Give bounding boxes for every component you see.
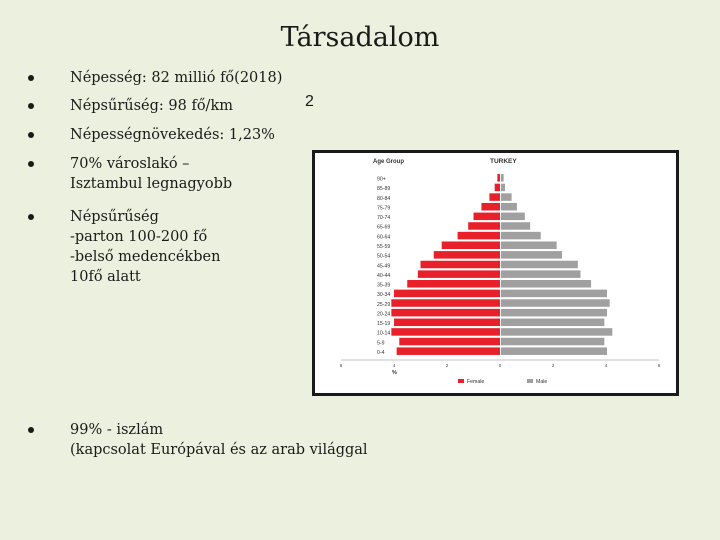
female-bar xyxy=(474,213,501,221)
age-label: 70-74 xyxy=(377,215,391,222)
bullet-dot-icon xyxy=(28,161,34,167)
x-tick-label: 6 xyxy=(657,363,661,368)
legend-swatch-female xyxy=(458,379,464,383)
male-bar xyxy=(501,241,557,249)
male-bar xyxy=(501,299,610,307)
x-tick-label: 6 xyxy=(339,363,343,368)
bullet-text: 70% városlakó – Isztambul legnagyobb xyxy=(70,156,233,192)
female-bar xyxy=(421,261,501,269)
bullet-dot-icon xyxy=(28,214,34,220)
age-label: 60-64 xyxy=(377,234,391,241)
age-label: 55-59 xyxy=(377,243,391,250)
age-label: 20-24 xyxy=(377,311,391,318)
bullet-text: 99% - iszlám (kapcsolat Európával és az arab világgal xyxy=(70,422,368,458)
male-bar xyxy=(501,222,530,230)
age-label: 40-44 xyxy=(377,272,391,279)
bullet-text: Népességnövekedés: 1,23% xyxy=(70,127,275,143)
female-bar xyxy=(495,184,500,192)
legend-label-female: Female xyxy=(467,379,485,385)
male-bar xyxy=(501,290,607,298)
male-bar xyxy=(501,280,591,288)
female-bar xyxy=(407,280,500,288)
age-group-header: Age Group xyxy=(373,159,404,165)
age-label: 0-4 xyxy=(377,349,385,356)
bullet-text: Népesség: 82 millió fő(2018) xyxy=(70,70,283,86)
female-bar xyxy=(497,174,500,182)
age-label: 15-19 xyxy=(377,321,391,328)
male-bar xyxy=(501,309,607,317)
age-label: 45-49 xyxy=(377,263,391,270)
male-bar xyxy=(501,347,607,355)
x-tick-label: 2 xyxy=(445,363,449,368)
female-bar xyxy=(391,309,500,317)
female-bar xyxy=(399,338,500,346)
x-axis-label: % xyxy=(392,370,397,376)
chart-title: TURKEY xyxy=(490,158,517,165)
male-bar xyxy=(501,193,512,201)
x-tick-label: 0 xyxy=(498,363,502,368)
male-bar xyxy=(501,319,604,327)
male-bar xyxy=(501,232,541,240)
male-bar xyxy=(501,261,578,269)
x-tick-label: 2 xyxy=(551,363,555,368)
bullet-dot-icon xyxy=(28,132,34,138)
male-bar xyxy=(501,251,562,259)
slide-title: Társadalom xyxy=(280,22,440,53)
male-bar xyxy=(501,213,525,221)
age-label: 5-9 xyxy=(377,340,385,347)
age-label: 85-89 xyxy=(377,186,391,193)
male-bar xyxy=(501,270,581,278)
female-bar xyxy=(391,328,500,336)
female-bar xyxy=(434,251,500,259)
age-label: 50-54 xyxy=(377,253,391,260)
population-pyramid-frame xyxy=(312,150,679,396)
female-bar xyxy=(481,203,500,211)
female-bar xyxy=(394,319,500,327)
bullet-dot-icon xyxy=(28,103,34,109)
age-label: 10-14 xyxy=(377,330,391,337)
bullet-dot-icon xyxy=(28,75,34,81)
female-bar xyxy=(442,241,500,249)
male-bar xyxy=(501,184,505,192)
male-bar xyxy=(501,328,612,336)
age-label: 75-79 xyxy=(377,205,391,212)
bullet-text: Népsűrűség -parton 100-200 fő -belső medencékben 10fő alatt xyxy=(70,209,221,285)
female-bar xyxy=(394,290,500,298)
male-bar xyxy=(501,174,504,182)
age-label: 30-34 xyxy=(377,292,391,299)
legend-swatch-male xyxy=(527,379,533,383)
male-bar xyxy=(501,203,517,211)
superscript-two: 2 xyxy=(305,93,314,110)
age-label: 25-29 xyxy=(377,301,391,308)
female-bar xyxy=(468,222,500,230)
female-bar xyxy=(489,193,500,201)
female-bar xyxy=(391,299,500,307)
x-tick-label: 4 xyxy=(604,363,608,368)
male-bar xyxy=(501,338,604,346)
x-tick-label: 4 xyxy=(392,363,396,368)
legend-label-male: Male xyxy=(536,379,548,385)
female-bar xyxy=(397,347,500,355)
age-label: 90+ xyxy=(377,176,386,183)
population-pyramid-chart xyxy=(315,153,676,393)
female-bar xyxy=(418,270,500,278)
age-label: 65-69 xyxy=(377,224,391,231)
age-label: 80-84 xyxy=(377,195,391,202)
age-label: 35-39 xyxy=(377,282,391,289)
bullet-dot-icon xyxy=(28,427,34,433)
female-bar xyxy=(458,232,500,240)
bullet-text: Népsűrűség: 98 fő/km xyxy=(70,98,233,114)
